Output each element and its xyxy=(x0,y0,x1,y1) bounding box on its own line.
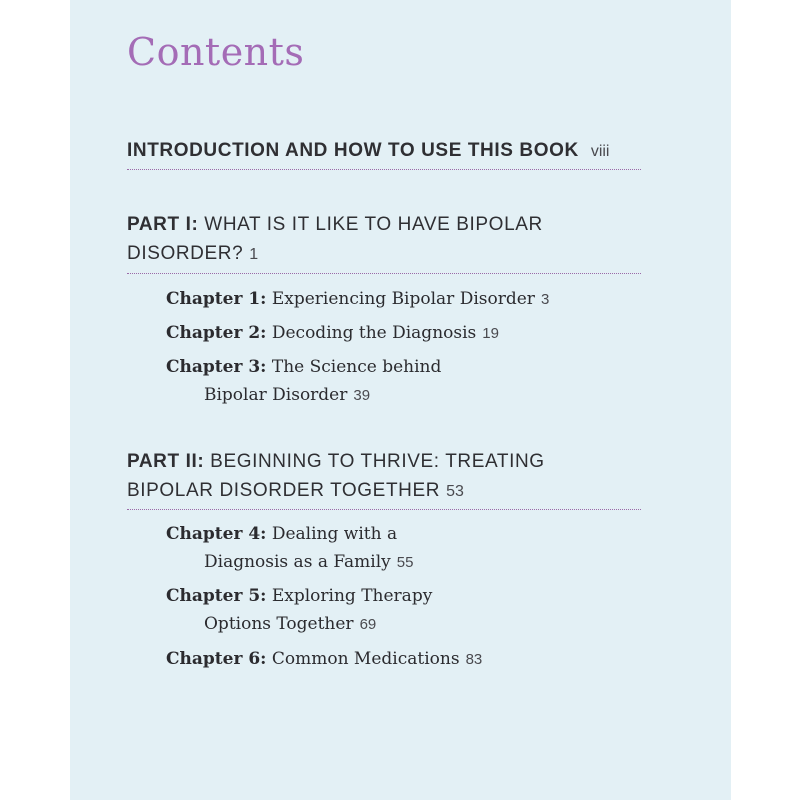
part-1-title-line1: WHAT IS IT LIKE TO HAVE BIPOLAR xyxy=(204,214,543,235)
chapter-4-prefix: Chapter 4: xyxy=(166,524,267,544)
chapter-2-page: 19 xyxy=(482,325,499,342)
introduction-label: INTRODUCTION AND HOW TO USE THIS BOOK xyxy=(127,140,579,161)
chapter-4-title-line1: Dealing with a xyxy=(271,524,398,544)
chapter-1-title: Experiencing Bipolar Disorder xyxy=(271,289,535,309)
toc-chapter-3[interactable] xyxy=(166,353,441,410)
part-2-prefix: PART II: xyxy=(127,451,205,472)
toc-chapter-2[interactable] xyxy=(166,319,499,348)
part-2-title-line1: BEGINNING TO THRIVE: TREATING xyxy=(210,451,545,472)
part-2-page: 53 xyxy=(446,483,464,500)
part-1-title-line2: DISORDER? xyxy=(127,243,244,264)
toc-part-1[interactable] xyxy=(127,210,543,269)
chapter-6-page: 83 xyxy=(465,651,483,668)
introduction-page: viii xyxy=(590,143,610,160)
chapter-3-prefix: Chapter 3: xyxy=(166,357,267,377)
chapter-1-prefix: Chapter 1: xyxy=(166,289,267,309)
chapter-3-title-line1: The Science behind xyxy=(271,357,442,377)
chapter-3-title-line2: Bipolar Disorder xyxy=(204,385,348,405)
chapter-2-prefix: Chapter 2: xyxy=(166,323,267,343)
chapter-5-title-line2: Options Together xyxy=(204,614,354,634)
chapter-5-title-line1: Exploring Therapy xyxy=(271,586,433,606)
toc-introduction[interactable] xyxy=(127,136,609,166)
chapter-6-title: Common Medications xyxy=(271,649,460,669)
dotted-divider xyxy=(127,273,641,274)
toc-chapter-1[interactable] xyxy=(166,285,549,314)
part-1-page: 1 xyxy=(249,246,259,263)
dotted-divider xyxy=(127,169,641,170)
toc-chapter-5[interactable] xyxy=(166,582,432,639)
chapter-5-page: 69 xyxy=(359,616,377,633)
chapter-2-title: Decoding the Diagnosis xyxy=(271,323,477,343)
page-title: Contents xyxy=(127,30,305,74)
chapter-3-page: 39 xyxy=(353,387,371,404)
toc-part-2[interactable] xyxy=(127,447,545,506)
toc-chapter-4[interactable] xyxy=(166,520,413,577)
part-1-prefix: PART I: xyxy=(127,214,199,235)
toc-chapter-6[interactable] xyxy=(166,645,482,674)
chapter-4-title-line2: Diagnosis as a Family xyxy=(204,552,391,572)
chapter-1-page: 3 xyxy=(540,291,550,308)
part-2-title-line2: BIPOLAR DISORDER TOGETHER xyxy=(127,480,441,501)
book-page xyxy=(70,0,731,800)
dotted-divider xyxy=(127,509,641,510)
chapter-4-page: 55 xyxy=(396,554,414,571)
chapter-6-prefix: Chapter 6: xyxy=(166,649,267,669)
chapter-5-prefix: Chapter 5: xyxy=(166,586,267,606)
